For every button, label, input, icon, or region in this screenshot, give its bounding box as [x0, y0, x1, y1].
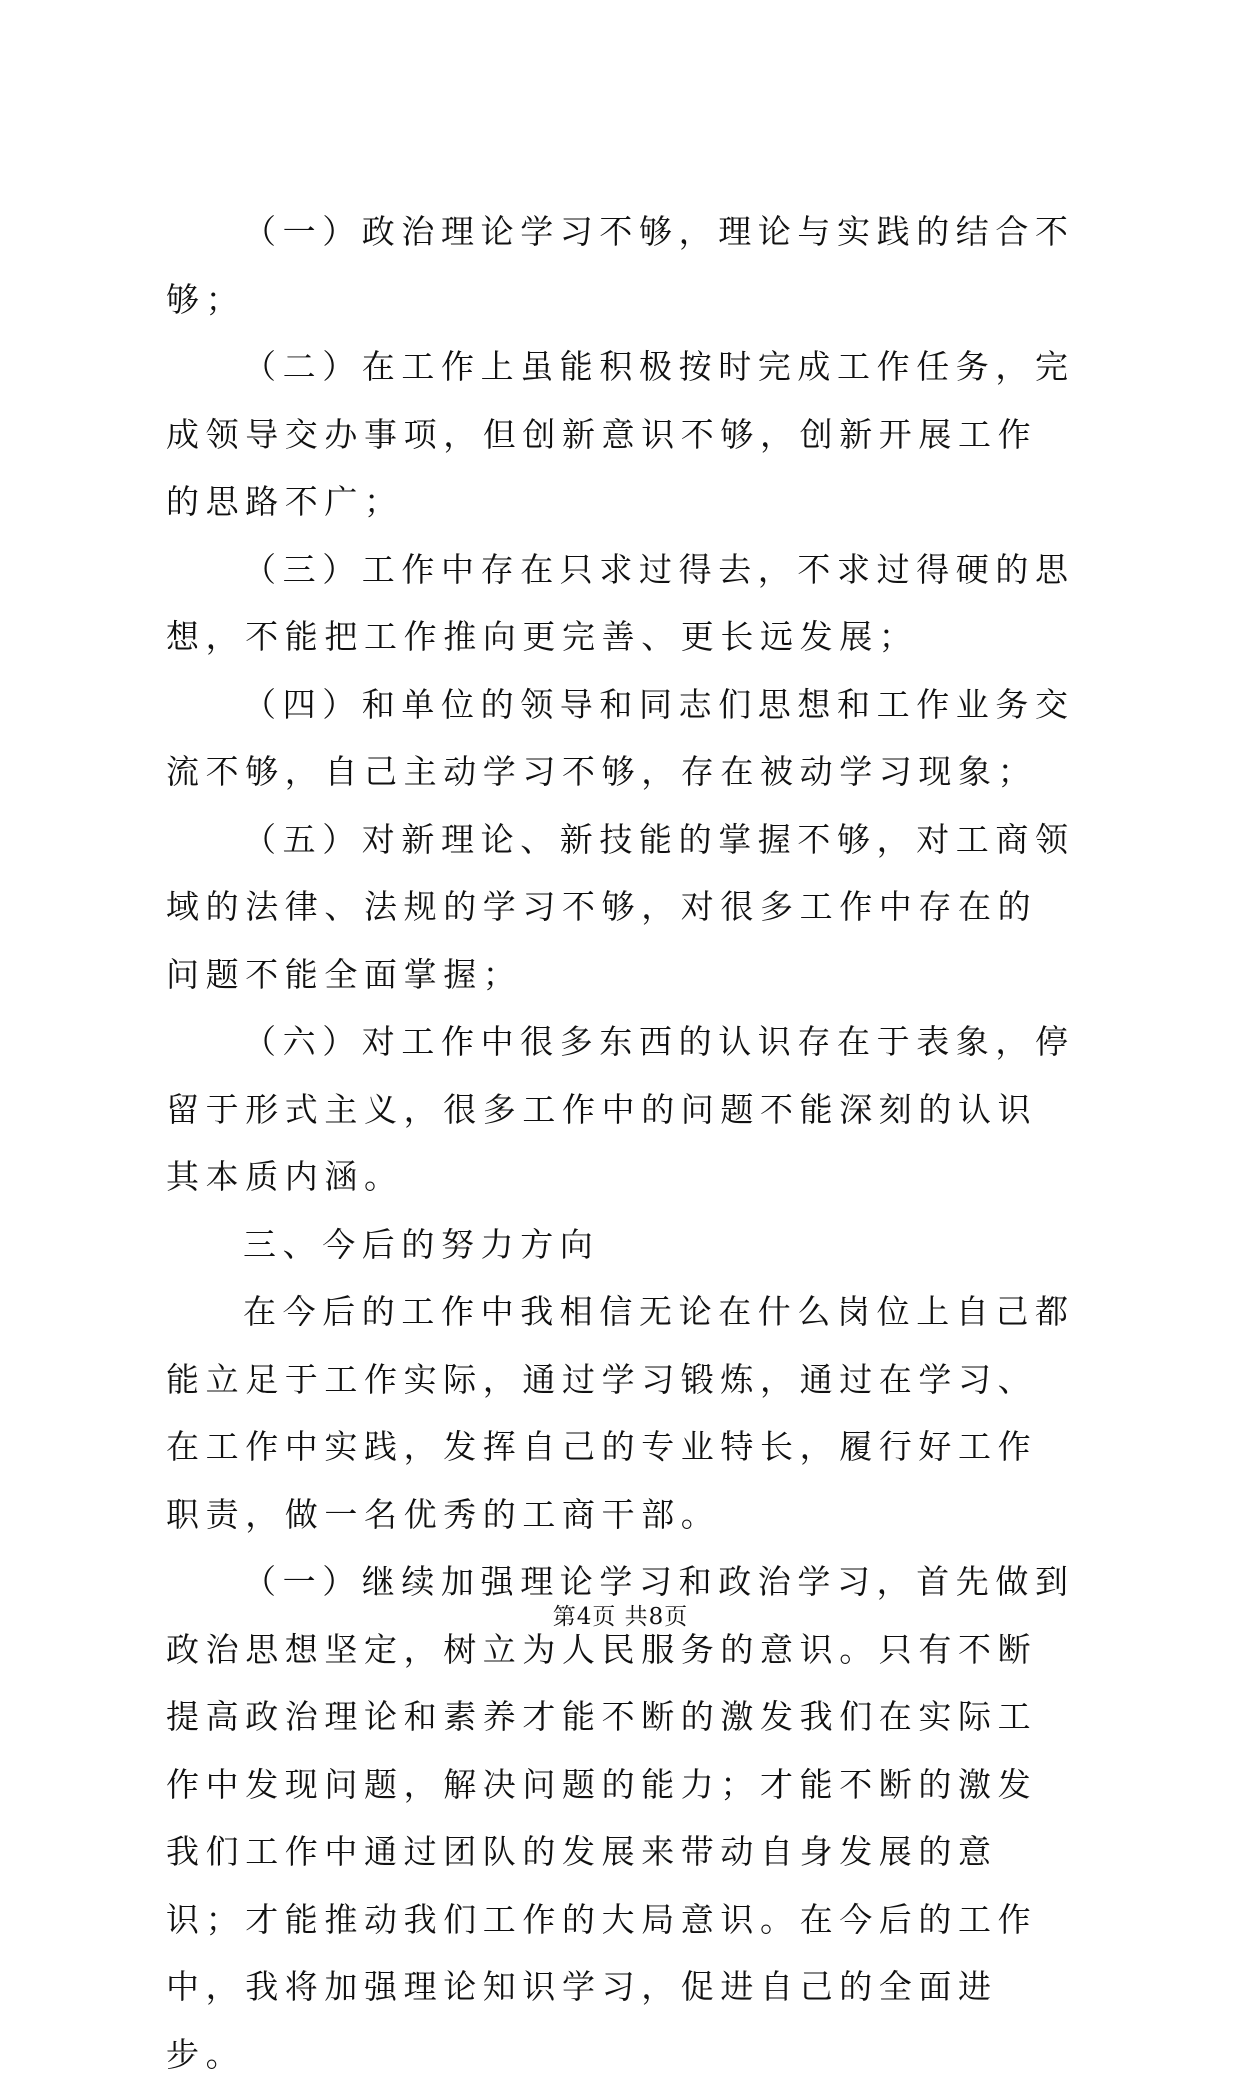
paragraph-item-5: （五）对新理论、新技能的掌握不够，对工商领域的法律、法规的学习不够，对很多工作中存在的问题不能全面掌握；: [166, 819, 1075, 994]
page-number-footer: 第4页 共8页: [552, 1604, 689, 1630]
paragraph-item-3: （三）工作中存在只求过得去，不求过得硬的思想，不能把工作推向更完善、更长远发展；: [166, 549, 1075, 656]
paragraph-item-1: （一）政治理论学习不够，理论与实践的结合不够；: [166, 212, 1075, 319]
paragraph-item-4: （四）和单位的领导和同志们思想和工作业务交流不够，自己主动学习不够，存在被动学习现象；: [166, 684, 1075, 791]
document-body: [166, 198, 1076, 2088]
paragraph-measure-1: （一）继续加强理论学习和政治学习，首先做到政治思想坚定，树立为人民服务的意识。只有不断提高政治理论和素养才能不断的激发我们在实际工作中发现问题，解决问题的能力；才能不断的激发我们工作中通过团队的发展来带动自身发展的意识；才能推动我们工作的大局意识。在今后的工作中，我将加强理论知识学习，促进自己的全面进步。: [166, 1562, 1075, 2074]
paragraph-item-6: （六）对工作中很多东西的认识存在于表象，停留于形式主义，很多工作中的问题不能深刻的认识其本质内涵。: [166, 1022, 1075, 1196]
paragraph-intro: 在今后的工作中我相信无论在什么岗位上自己都能立足于工作实际，通过学习锻炼，通过在学习、在工作中实践，发挥自己的专业特长，履行好工作职责，做一名优秀的工商干部。: [166, 1292, 1075, 1534]
section-heading: 三、今后的努力方向: [243, 1224, 600, 1264]
paragraph-item-2: （二）在工作上虽能积极按时完成工作任务，完成领导交办事项，但创新意识不够，创新开展工作的思路不广；: [166, 347, 1075, 521]
